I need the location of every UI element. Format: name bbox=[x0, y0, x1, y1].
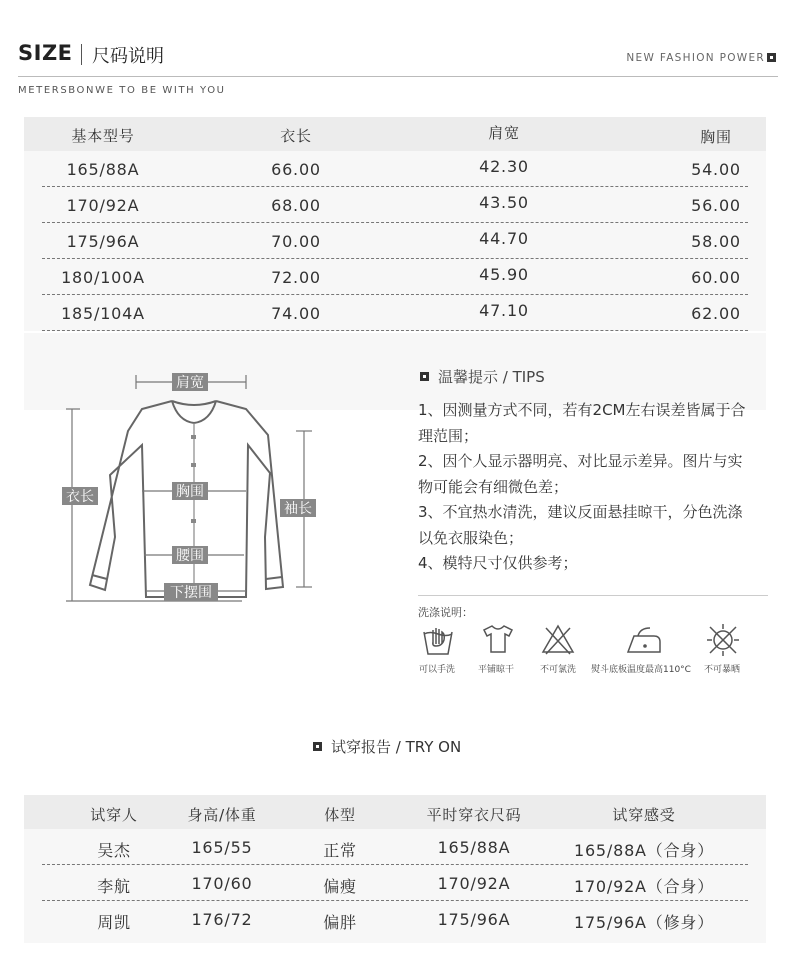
wash-label: 不可暴晒 bbox=[704, 665, 741, 675]
tips-heading-text: 温馨提示 / TIPS bbox=[438, 368, 545, 386]
flat-dry-icon bbox=[480, 622, 516, 662]
try-header-cell: 试穿人 bbox=[90, 806, 138, 824]
try-on-heading bbox=[313, 736, 461, 757]
wash-label: 平铺晾干 bbox=[478, 665, 515, 675]
iron-icon bbox=[624, 622, 664, 662]
table-row bbox=[42, 865, 748, 901]
table-cell: 72.00 bbox=[271, 268, 321, 287]
table-cell: 170/92A（合身） bbox=[573, 877, 715, 896]
table-cell: 60.00 bbox=[691, 268, 741, 287]
wash-label: 可以手洗 bbox=[419, 665, 456, 675]
size-table bbox=[24, 117, 766, 331]
length-label: 衣长 bbox=[66, 489, 94, 505]
table-cell: 正常 bbox=[323, 841, 357, 860]
shirt-outline-icon bbox=[60, 365, 330, 610]
table-row bbox=[42, 151, 748, 187]
square-bullet-icon bbox=[420, 372, 429, 381]
table-cell: 170/92A bbox=[66, 196, 140, 215]
table-cell: 175/96A（修身） bbox=[573, 913, 715, 932]
wash-label: 不可氯洗 bbox=[540, 665, 577, 675]
shoulder-label: 肩宽 bbox=[176, 375, 204, 391]
size-header-cell: 肩宽 bbox=[488, 124, 520, 142]
size-table-body bbox=[24, 151, 766, 331]
table-row bbox=[42, 295, 748, 331]
try-header-cell: 体型 bbox=[324, 806, 356, 824]
header-title-cn: 尺码说明 bbox=[92, 46, 164, 67]
square-bullet-icon bbox=[313, 742, 322, 751]
tip-item: 3、不宜热水清洗，建议反面悬挂晾干，分色洗涤以免衣服染色； bbox=[418, 503, 743, 547]
try-header-cell: 身高/体重 bbox=[187, 806, 257, 824]
table-cell: 45.90 bbox=[479, 265, 529, 284]
hand-wash-icon bbox=[420, 622, 456, 662]
size-header-cell: 衣长 bbox=[280, 127, 312, 145]
chest-label: 胸围 bbox=[176, 484, 204, 500]
size-header-cell: 胸围 bbox=[700, 128, 732, 146]
wash-label: 熨斗底板温度最高110°C bbox=[591, 665, 691, 675]
table-cell: 56.00 bbox=[691, 196, 741, 215]
try-on-table bbox=[24, 795, 766, 943]
table-cell: 165/88A bbox=[437, 838, 511, 857]
no-sun-icon bbox=[705, 622, 741, 662]
table-row bbox=[42, 223, 748, 259]
try-on-heading-text: 试穿报告 / TRY ON bbox=[331, 738, 462, 756]
table-cell: 周凯 bbox=[97, 913, 131, 932]
table-cell: 偏瘦 bbox=[323, 877, 357, 896]
table-cell: 70.00 bbox=[271, 232, 321, 251]
table-cell: 54.00 bbox=[691, 160, 741, 179]
shirt-measurement-diagram bbox=[60, 365, 330, 610]
table-cell: 吴杰 bbox=[97, 841, 131, 860]
header-subtitle: METERSBONWE TO BE WITH YOU bbox=[18, 85, 226, 96]
tips-heading bbox=[420, 366, 545, 387]
table-cell: 165/55 bbox=[191, 838, 253, 857]
table-cell: 74.00 bbox=[271, 304, 321, 323]
no-bleach-icon bbox=[540, 622, 576, 662]
header-slogan bbox=[626, 52, 776, 64]
size-table-header bbox=[24, 117, 766, 151]
table-cell: 165/88A bbox=[66, 160, 140, 179]
table-row bbox=[42, 259, 748, 295]
waist-label: 腰围 bbox=[176, 548, 204, 564]
table-cell: 47.10 bbox=[479, 301, 529, 320]
header-slogan-text: NEW FASHION POWER bbox=[626, 52, 765, 64]
table-cell: 62.00 bbox=[691, 304, 741, 323]
try-on-table-header bbox=[24, 795, 766, 829]
table-cell: 李航 bbox=[97, 877, 131, 896]
table-cell: 176/72 bbox=[191, 910, 253, 929]
try-header-cell: 平时穿衣尺码 bbox=[426, 806, 522, 824]
try-header-cell: 试穿感受 bbox=[612, 806, 676, 824]
size-header-cell: 基本型号 bbox=[71, 127, 135, 145]
tips-list bbox=[418, 398, 756, 577]
page-header bbox=[18, 40, 778, 70]
table-cell: 66.00 bbox=[271, 160, 321, 179]
table-cell: 44.70 bbox=[479, 229, 529, 248]
table-cell: 170/60 bbox=[191, 874, 253, 893]
tip-item: 4、模特尺寸仅供参考； bbox=[418, 554, 578, 572]
table-cell: 偏胖 bbox=[323, 913, 357, 932]
square-bullet-icon bbox=[767, 53, 776, 62]
hem-label: 下摆围 bbox=[170, 585, 212, 601]
header-divider bbox=[81, 44, 82, 65]
header-title: SIZE bbox=[18, 41, 73, 65]
try-on-table-body bbox=[24, 829, 766, 943]
table-cell: 175/96A bbox=[437, 910, 511, 929]
table-cell: 68.00 bbox=[271, 196, 321, 215]
table-cell: 185/104A bbox=[61, 304, 145, 323]
header-rule bbox=[18, 76, 778, 77]
table-row bbox=[42, 187, 748, 223]
table-cell: 165/88A（合身） bbox=[573, 841, 715, 860]
wash-divider bbox=[418, 595, 768, 596]
table-cell: 170/92A bbox=[437, 874, 511, 893]
wash-heading: 洗涤说明： bbox=[418, 606, 473, 619]
sleeve-label: 袖长 bbox=[284, 501, 312, 517]
table-cell: 43.50 bbox=[479, 193, 529, 212]
tip-item: 1、因测量方式不同，若有2CM左右误差皆属于合理范围； bbox=[418, 401, 746, 445]
table-cell: 42.30 bbox=[479, 157, 529, 176]
tip-item: 2、因个人显示器明亮、对比显示差异。图片与实物可能会有细微色差； bbox=[418, 452, 743, 496]
table-row bbox=[42, 901, 748, 937]
table-cell: 175/96A bbox=[66, 232, 140, 251]
table-cell: 180/100A bbox=[61, 268, 145, 287]
table-row bbox=[42, 829, 748, 865]
table-cell: 58.00 bbox=[691, 232, 741, 251]
